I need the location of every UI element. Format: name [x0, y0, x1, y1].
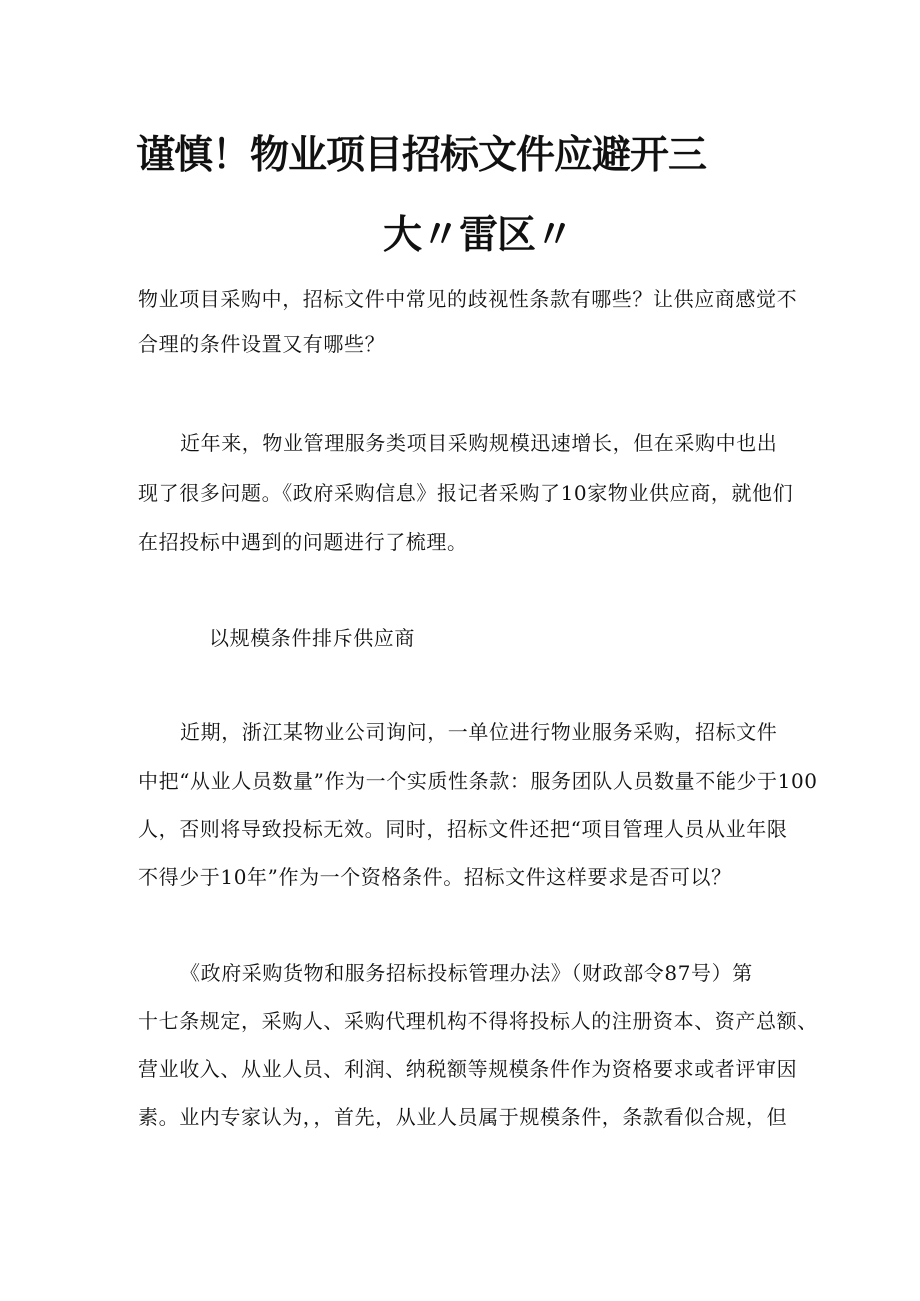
paragraph-2-line-3: 人，否则将导致投标无效。同时，招标文件还把“项目管理人员从业年限 [138, 817, 788, 841]
paragraph-3-line-2: 十七条规定，采购人、采购代理机构不得将投标人的注册资本、资产总额、 [138, 1009, 818, 1033]
paragraph-3-line-3: 营业收入、从业人员、利润、纳税额等规模条件作为资格要求或者评审因 [138, 1057, 798, 1081]
paragraph-3-line-1: 《政府采购货物和服务招标投标管理办法》（财政部令87号）第 [180, 961, 753, 985]
intro-line-2: 合理的条件设置又有哪些？ [138, 332, 386, 356]
paragraph-2-line-2: 中把“从业人员数量”作为一个实质性条款：服务团队人员数量不能少于100 [138, 769, 818, 793]
paragraph-2-line-1: 近期，浙江某物业公司询问，一单位进行物业服务采购，招标文件 [180, 720, 778, 744]
paragraph-3-line-4: 素。业内专家认为，，首先，从业人员属于规模条件，条款看似合规，但 [138, 1105, 788, 1129]
paragraph-1-line-1: 近年来，物业管理服务类项目采购规模迅速增长，但在采购中也出 [180, 431, 778, 455]
article-title-line-1: 谨慎！物业项目招标文件应避开三 [136, 133, 707, 178]
intro-line-1: 物业项目采购中，招标文件中常见的歧视性条款有哪些？让供应商感觉不 [138, 287, 798, 311]
paragraph-1-line-2: 现了很多问题。《政府采购信息》报记者采购了10家物业供应商，就他们 [138, 481, 794, 505]
paragraph-1-line-3: 在招投标中遇到的问题进行了梳理。 [138, 530, 468, 554]
article-title-line-2: 大〃雷区〃 [382, 213, 573, 258]
paragraph-2-line-4: 不得少于10年”作为一个资格条件。招标文件这样要求是否可以？ [138, 865, 732, 889]
section-heading: 以规模条件排斥供应商 [209, 626, 415, 650]
